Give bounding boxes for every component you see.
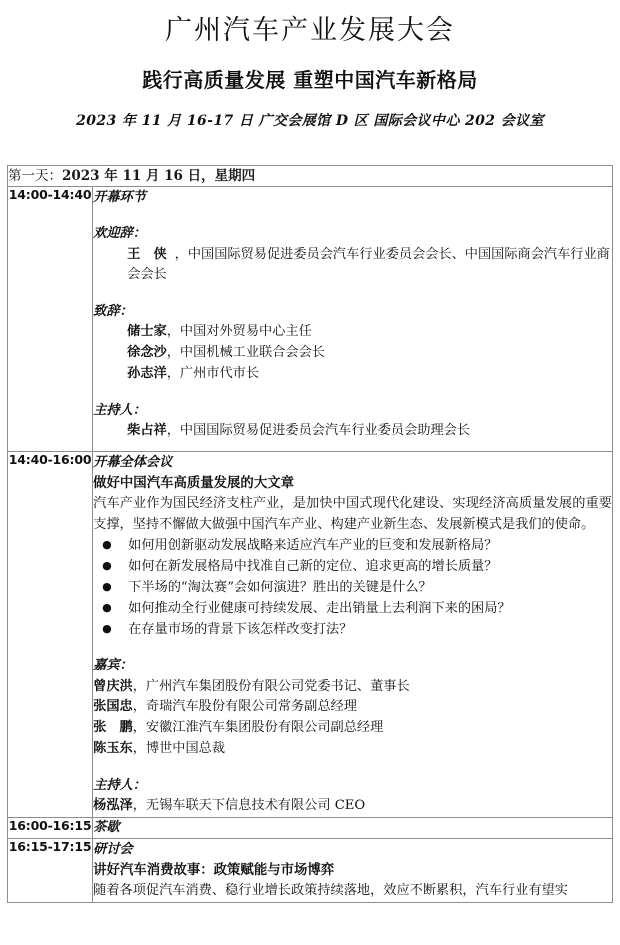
session-section-title: 开幕全体会议 [93, 454, 173, 470]
person-name: 张 鹏 [93, 720, 133, 736]
person-name: 陈玉东 [93, 741, 133, 757]
list-item-label: 在存量市场的背景下该怎样改变打法？ [128, 621, 353, 637]
person-name: 储士家 [127, 324, 167, 340]
spacer [93, 286, 612, 301]
bullet-icon: ● [102, 538, 112, 552]
person-name: 柴占祥 [127, 423, 167, 439]
session-topic: 做好中国汽车高质量发展的大文章 [93, 475, 294, 492]
page-subtitle: 践行高质量发展 重塑中国汽车新格局 [142, 67, 478, 92]
table-row [8, 818, 613, 839]
speaker-line [93, 343, 612, 364]
spacer [93, 208, 612, 223]
list-item [93, 578, 612, 599]
session-time: 14:00-14:40 [8, 187, 93, 452]
person-title: ，中国国际贸易促进委员会汽车行业委员会会长、中国国际商会汽车行业商会会长 [127, 246, 610, 283]
day-banner-label: 第一天： [8, 168, 62, 184]
bullet-icon: ● [102, 579, 112, 593]
session-body [93, 451, 613, 817]
agenda-table-wrapper [7, 165, 613, 903]
host-label: 主持人： [93, 402, 146, 418]
agenda-page [0, 14, 620, 945]
spacer [93, 640, 612, 655]
person-name: 徐念沙 [127, 345, 167, 361]
person-title: ，中国机械工业联合会会长 [166, 345, 325, 361]
host-person [93, 421, 612, 442]
session-paragraph: 汽车产业作为国民经济支柱产业，是加快中国式现代化建设、实现经济高质量发展的重要支撑，坚持不懈做大做强中国汽车产业、构建产业新生态、发展新模式是我们的使命。 [93, 496, 612, 533]
question-list [93, 536, 612, 640]
guest-line [93, 739, 612, 760]
bullet-icon: ● [102, 600, 112, 614]
person-title: ，奇瑞汽车股份有限公司常务副总经理 [132, 699, 357, 715]
speech-label: 致辞： [93, 304, 133, 320]
document-header [0, 14, 620, 130]
person-title: ，中国对外贸易中心主任 [166, 324, 312, 340]
host-label: 主持人： [93, 778, 146, 794]
guest-line [93, 677, 612, 698]
guest-line [93, 718, 612, 739]
list-item [93, 599, 612, 620]
spacer [93, 385, 612, 400]
session-body [93, 838, 613, 902]
session-section-title: 研讨会 [93, 841, 133, 857]
bullet-icon: ● [102, 621, 112, 635]
list-item-label: 如何用创新驱动发展战略来适应汽车产业的巨变和发展新格局？ [128, 538, 498, 554]
person-title: ，广州汽车集团股份有限公司党委书记、董事长 [132, 678, 410, 694]
session-time: 16:15-17:15 [8, 838, 93, 902]
speaker-line [93, 364, 612, 385]
welcome-label: 欢迎辞： [93, 226, 146, 242]
day-banner-date: 2023 年 11 月 16 日，星期四 [62, 168, 256, 184]
person-name: 张国忠 [93, 699, 133, 715]
session-body: 茶歇 [93, 818, 613, 839]
session-time: 16:00-16:15 [8, 818, 93, 839]
welcome-person [93, 245, 612, 287]
list-item [93, 536, 612, 557]
speaker-line [93, 322, 612, 343]
list-item [93, 620, 612, 641]
bullet-icon: ● [102, 559, 112, 573]
person-title: ，中国国际贸易促进委员会汽车行业委员会助理会长 [166, 423, 471, 439]
session-time: 14:40-16:00 [8, 451, 93, 817]
session-body [93, 187, 613, 452]
event-date-venue: 2023 年 11 月 16-17 日 广交会展馆 D 区 国际会议中心 202 会议室 [76, 112, 544, 129]
guest-line [93, 697, 612, 718]
list-item [93, 557, 612, 578]
person-name: 孙志洋 [127, 366, 167, 382]
table-row [8, 451, 613, 817]
day-banner-cell [8, 166, 613, 187]
person-title: ，广州市代市长 [166, 366, 260, 382]
host-person [93, 796, 612, 817]
list-item-label: 下半场的“淘汰赛”会如何演进？胜出的关键是什么？ [128, 579, 432, 595]
table-row-day-banner [8, 166, 613, 187]
person-name: 王 侠 [127, 246, 167, 262]
spacer [93, 442, 612, 451]
person-title: ，博世中国总裁 [132, 741, 226, 757]
page-title: 广州汽车产业发展大会 [165, 15, 455, 46]
person-name: 曾庆洪 [93, 678, 133, 694]
table-row [8, 838, 613, 902]
session-topic: 讲好汽车消费故事：政策赋能与市场博弈 [93, 861, 335, 878]
session-section-title: 开幕环节 [93, 190, 146, 206]
session-paragraph: 随着各项促汽车消费、稳行业增长政策持续落地，效应不断累积，汽车行业有望实 [93, 883, 568, 899]
guests-label: 嘉宾： [93, 658, 133, 674]
person-title: ，安徽江淮汽车集团股份有限公司副总经理 [132, 720, 384, 736]
list-item-label: 如何在新发展格局中找准自己新的定位、追求更高的增长质量？ [128, 559, 498, 575]
spacer [93, 760, 612, 775]
table-row [8, 187, 613, 452]
person-title: ，无锡车联天下信息技术有限公司 CEO [132, 798, 366, 814]
list-item-label: 如何推动全行业健康可持续发展、走出销量上去利润下来的困局？ [128, 600, 511, 616]
agenda-table [7, 165, 613, 903]
person-name: 杨泓泽 [93, 798, 133, 814]
